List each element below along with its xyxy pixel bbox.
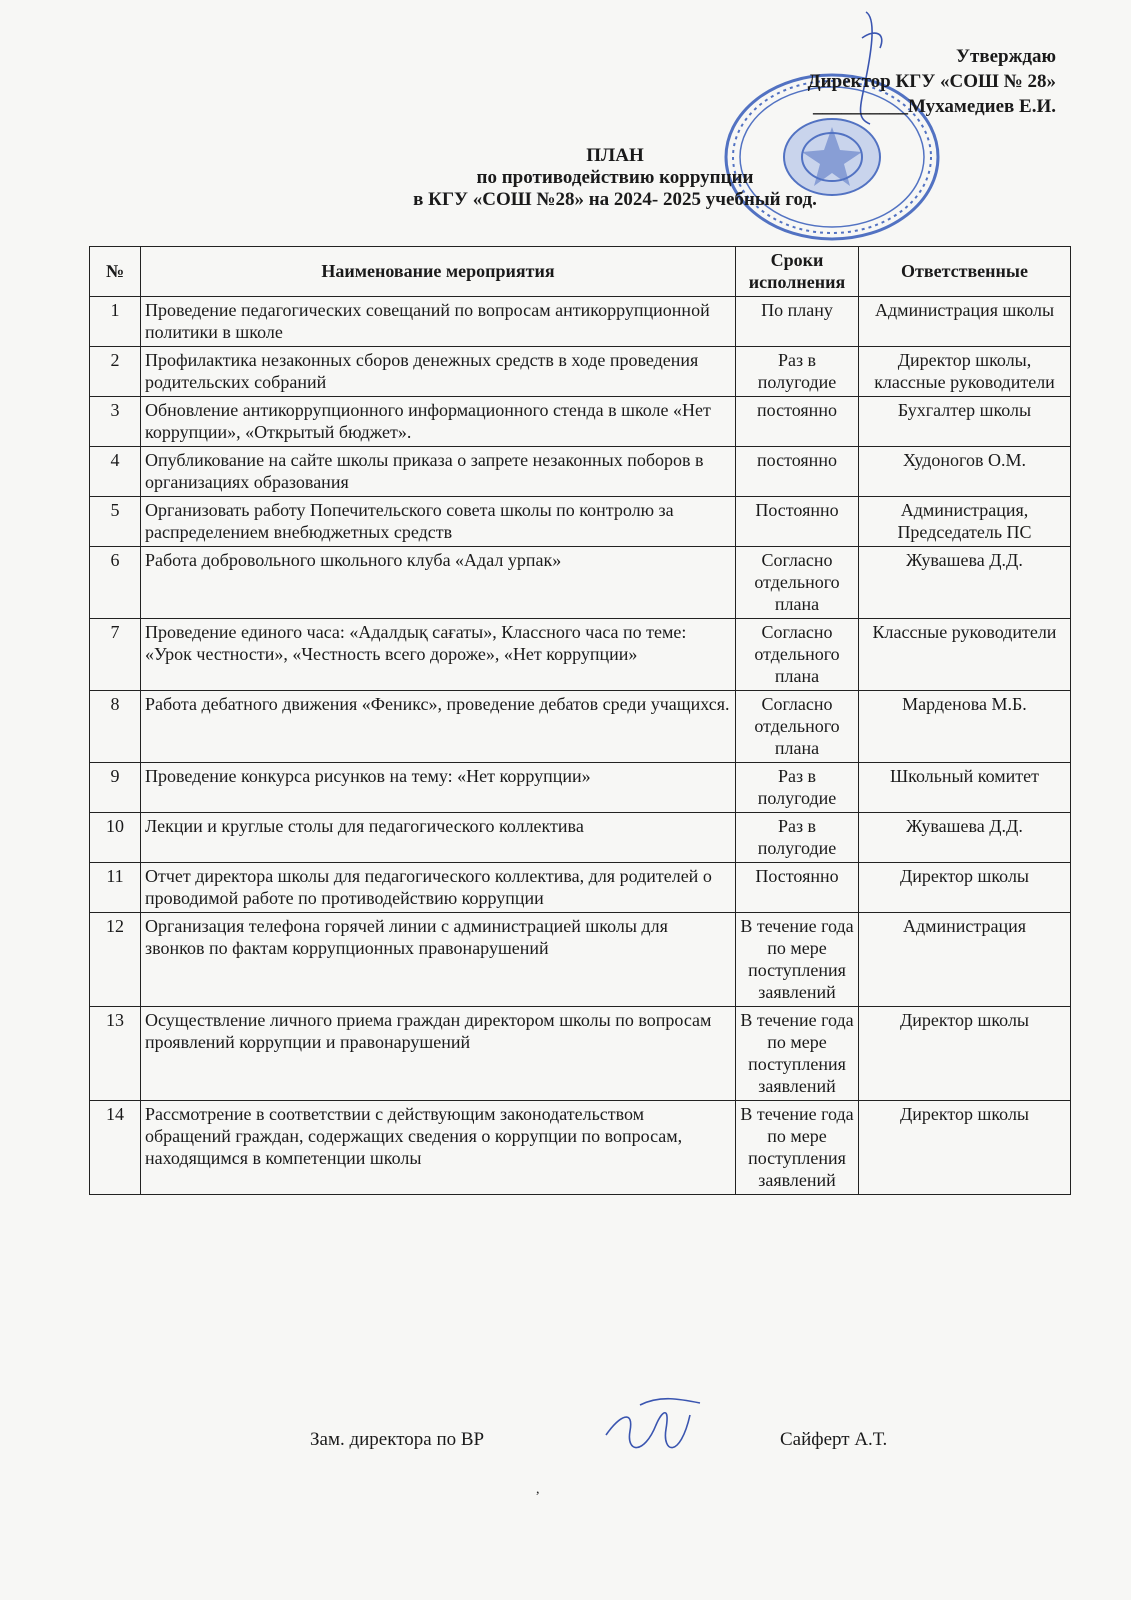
row-deadline: постоянно — [736, 447, 859, 497]
table-row — [90, 813, 1071, 863]
row-responsible: Школьный комитет — [859, 763, 1071, 813]
approval-signatory: __________Мухамедиев Е.И. — [812, 96, 1056, 117]
table-row — [90, 497, 1071, 547]
row-number: 10 — [90, 813, 141, 863]
row-responsible: Директор школы — [859, 1101, 1071, 1195]
row-responsible: Администрация школы — [859, 297, 1071, 347]
deputy-signature — [600, 1395, 710, 1465]
row-activity: Лекции и круглые столы для педагогического коллектива — [141, 813, 736, 863]
row-number: 1 — [90, 297, 141, 347]
table-row — [90, 763, 1071, 813]
row-activity: Опубликование на сайте школы приказа о запрете незаконных поборов в организациях образования — [141, 447, 736, 497]
row-activity: Отчет директора школы для педагогического коллектива, для родителей о проводимой работе по противодействию коррупции — [141, 863, 736, 913]
row-deadline: Согласно отдельного плана — [736, 547, 859, 619]
table-row — [90, 347, 1071, 397]
row-deadline: В течение года по мере поступления заявлений — [736, 913, 859, 1007]
row-deadline: постоянно — [736, 397, 859, 447]
row-responsible: Администрация — [859, 913, 1071, 1007]
header-activity: Наименование мероприятия — [141, 247, 736, 297]
row-responsible: Марденова М.Б. — [859, 691, 1071, 763]
row-deadline: По плану — [736, 297, 859, 347]
row-deadline: Раз в полугодие — [736, 347, 859, 397]
document-title — [360, 145, 870, 211]
table-row — [90, 619, 1071, 691]
row-activity: Организация телефона горячей линии с администрацией школы для звонков по фактам коррупционных правонарушений — [141, 913, 736, 1007]
row-number: 2 — [90, 347, 141, 397]
table-row — [90, 397, 1071, 447]
plan-table — [89, 246, 1071, 1195]
row-activity: Осуществление личного приема граждан директором школы по вопросам проявлений коррупции и правонарушений — [141, 1007, 736, 1101]
table-header-row — [90, 247, 1071, 297]
header-number: № — [90, 247, 141, 297]
row-responsible: Жувашева Д.Д. — [859, 813, 1071, 863]
table-row — [90, 1007, 1071, 1101]
row-activity: Рассмотрение в соответствии с действующим законодательством обращений граждан, содержащих сведения о коррупции по вопросам, находящимся в компетенции школы — [141, 1101, 736, 1195]
row-activity: Работа дебатного движения «Феникс», проведение дебатов среди учащихся. — [141, 691, 736, 763]
row-number: 13 — [90, 1007, 141, 1101]
title-subject: по противодействию коррупции — [476, 167, 754, 188]
row-activity: Организовать работу Попечительского совета школы по контролю за распределением внебюджетных средств — [141, 497, 736, 547]
row-responsible: Жувашева Д.Д. — [859, 547, 1071, 619]
row-deadline: В течение года по мере поступления заявлений — [736, 1101, 859, 1195]
row-number: 9 — [90, 763, 141, 813]
row-responsible: Директор школы — [859, 1007, 1071, 1101]
row-activity: Профилактика незаконных сборов денежных средств в ходе проведения родительских собраний — [141, 347, 736, 397]
row-number: 11 — [90, 863, 141, 913]
approval-position: Директор КГУ «СОШ № 28» — [807, 71, 1056, 92]
row-responsible: Директор школы — [859, 863, 1071, 913]
row-deadline: Согласно отдельного плана — [736, 691, 859, 763]
row-activity: Проведение единого часа: «Адалдық сағаты», Классного часа по теме: «Урок честности», «Честность всего дороже», «Нет коррупции» — [141, 619, 736, 691]
row-number: 3 — [90, 397, 141, 447]
row-activity: Обновление антикоррупционного информационного стенда в школе «Нет коррупции», «Открытый бюджет». — [141, 397, 736, 447]
row-deadline: Согласно отдельного плана — [736, 619, 859, 691]
row-responsible: Классные руководители — [859, 619, 1071, 691]
row-number: 6 — [90, 547, 141, 619]
table-row — [90, 447, 1071, 497]
row-number: 8 — [90, 691, 141, 763]
row-activity: Работа добровольного школьного клуба «Адал урпак» — [141, 547, 736, 619]
approval-heading: Утверждаю — [956, 46, 1056, 67]
row-responsible: Директор школы, классные руководители — [859, 347, 1071, 397]
title-plan: ПЛАН — [586, 145, 644, 166]
stray-mark: , — [536, 1482, 540, 1497]
row-number: 12 — [90, 913, 141, 1007]
table-row — [90, 547, 1071, 619]
row-deadline: Постоянно — [736, 497, 859, 547]
row-number: 14 — [90, 1101, 141, 1195]
footer-name: Сайферт А.Т. — [780, 1429, 888, 1450]
row-number: 7 — [90, 619, 141, 691]
table-row — [90, 1101, 1071, 1195]
row-deadline: Раз в полугодие — [736, 763, 859, 813]
title-organization-year: в КГУ «СОШ №28» на 2024- 2025 учебный год. — [413, 189, 817, 210]
row-deadline: В течение года по мере поступления заявлений — [736, 1007, 859, 1101]
table-row — [90, 691, 1071, 763]
table-row — [90, 913, 1071, 1007]
row-activity: Проведение педагогических совещаний по вопросам антикоррупционной политики в школе — [141, 297, 736, 347]
approval-block — [676, 44, 1056, 119]
row-responsible: Бухгалтер школы — [859, 397, 1071, 447]
row-responsible: Администрация, Председатель ПС — [859, 497, 1071, 547]
row-activity: Проведение конкурса рисунков на тему: «Нет коррупции» — [141, 763, 736, 813]
table-row — [90, 863, 1071, 913]
header-deadline: Сроки исполнения — [736, 247, 859, 297]
row-deadline: Постоянно — [736, 863, 859, 913]
table-row — [90, 297, 1071, 347]
row-number: 4 — [90, 447, 141, 497]
row-deadline: Раз в полугодие — [736, 813, 859, 863]
header-responsible: Ответственные — [859, 247, 1071, 297]
footer-position: Зам. директора по ВР — [310, 1429, 485, 1450]
row-number: 5 — [90, 497, 141, 547]
row-responsible: Худоногов О.М. — [859, 447, 1071, 497]
